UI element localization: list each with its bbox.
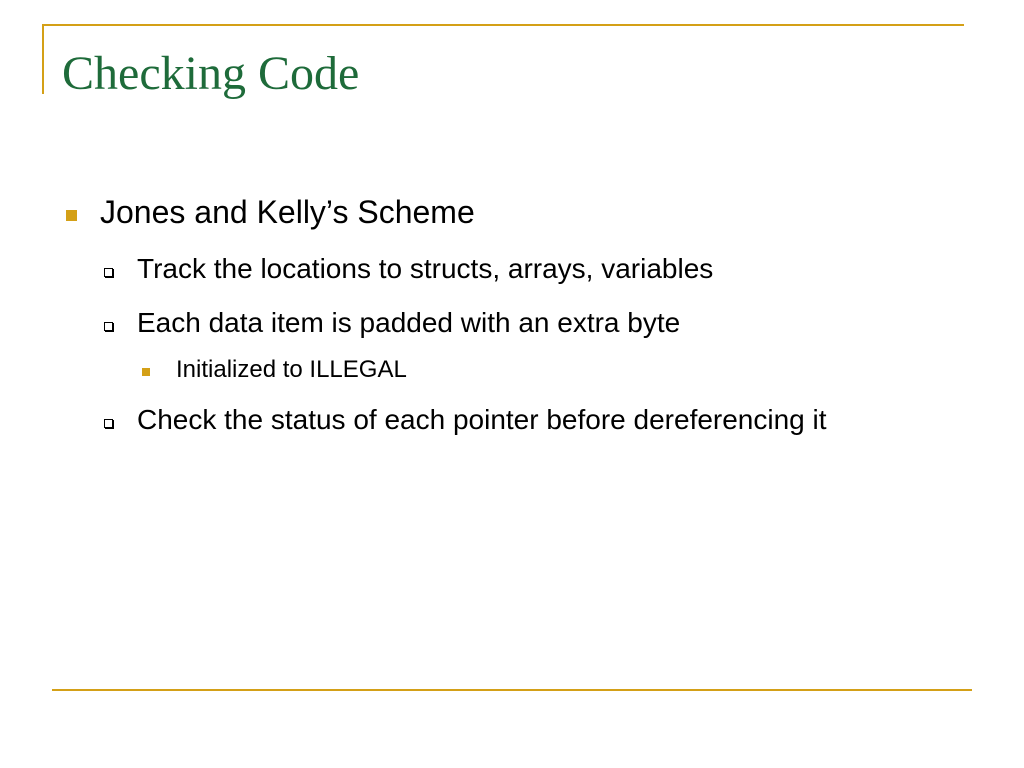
frame-top-line [42,24,964,26]
square-bullet-icon [142,368,150,376]
square-bullet-icon [66,210,77,221]
hollow-square-bullet-icon [104,322,113,331]
bullet-level1: Jones and Kelly’s Scheme [100,194,475,230]
bullet-level2: Check the status of each pointer before dereferencing it [137,404,827,435]
frame-left-line [42,24,44,94]
hollow-square-bullet-icon [104,419,113,428]
bullet-level2: Each data item is padded with an extra byte [137,307,681,338]
frame-bottom-line [52,689,972,691]
bullet-level3: Initialized to ILLEGAL [176,356,407,383]
hollow-square-bullet-icon [104,268,113,277]
bullet-level2: Track the locations to structs, arrays, variables [137,253,714,284]
slide-title: Checking Code [62,47,360,100]
